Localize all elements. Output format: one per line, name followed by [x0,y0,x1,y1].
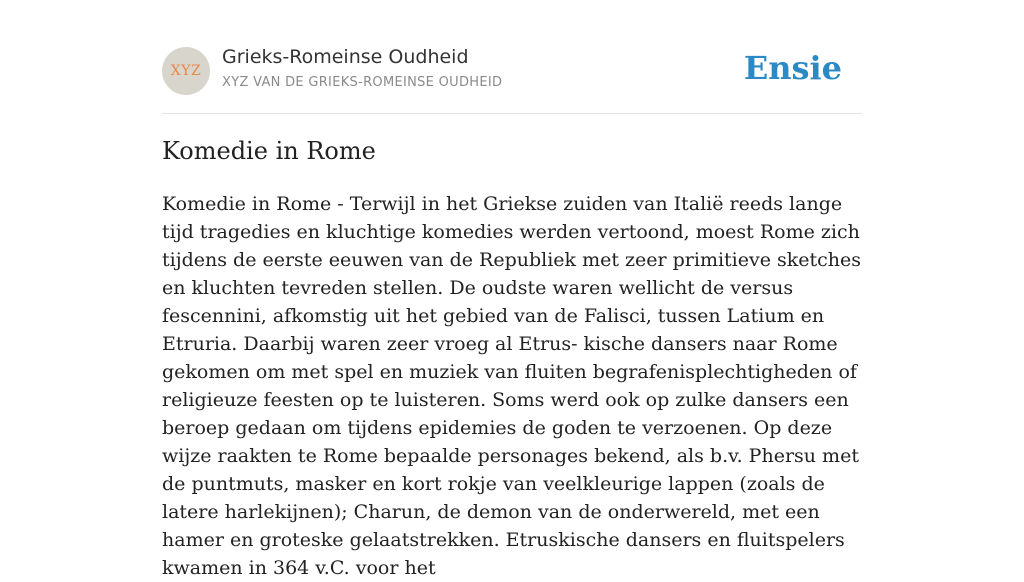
site-title[interactable]: Grieks-Romeinse Oudheid [222,46,469,68]
site-header [162,46,862,96]
site-subtitle: XYZ VAN DE GRIEKS-ROMEINSE OUDHEID [222,75,503,90]
article-title: Komedie in Rome [162,137,376,165]
brand-logo[interactable]: Ensie [743,49,842,87]
article-body: Komedie in Rome - Terwijl in het Griekse zuiden van Italië reeds lange tijd tragedies en kluchtige komedies werden vertoond, moest Rome zich tijdens de eerste eeuwen van de Republiek met zeer primitieve sketches en kluchten tevreden stellen. De oudste waren wellicht de versus fescennini, afkomstig uit het gebied van de Falisci, tussen Latium en Etruria. Daarbij waren zeer vroeg al Etrus- kische dansers naar Rome gekomen om met spel en muziek van fluiten begrafenisplechtigheden of religieuze feesten op te luisteren. Soms werd ook op zulke dansers een beroep gedaan om tijdens epidemies de goden te verzoenen. Op deze wijze raakten te Rome bepaalde personages bekend, als b.v. Phersu met de puntmuts, masker en kort rokje van veelkleurige lappen (zoals de latere harlekijnen); Charun, de demon van de onderwereld, met een hamer en groteske gelaatstrekken. Etruskische dansers en fluitspelers kwamen in 364 v.C. voor het [162,193,862,579]
header-divider [162,113,862,114]
avatar[interactable]: XYZ [162,47,210,95]
